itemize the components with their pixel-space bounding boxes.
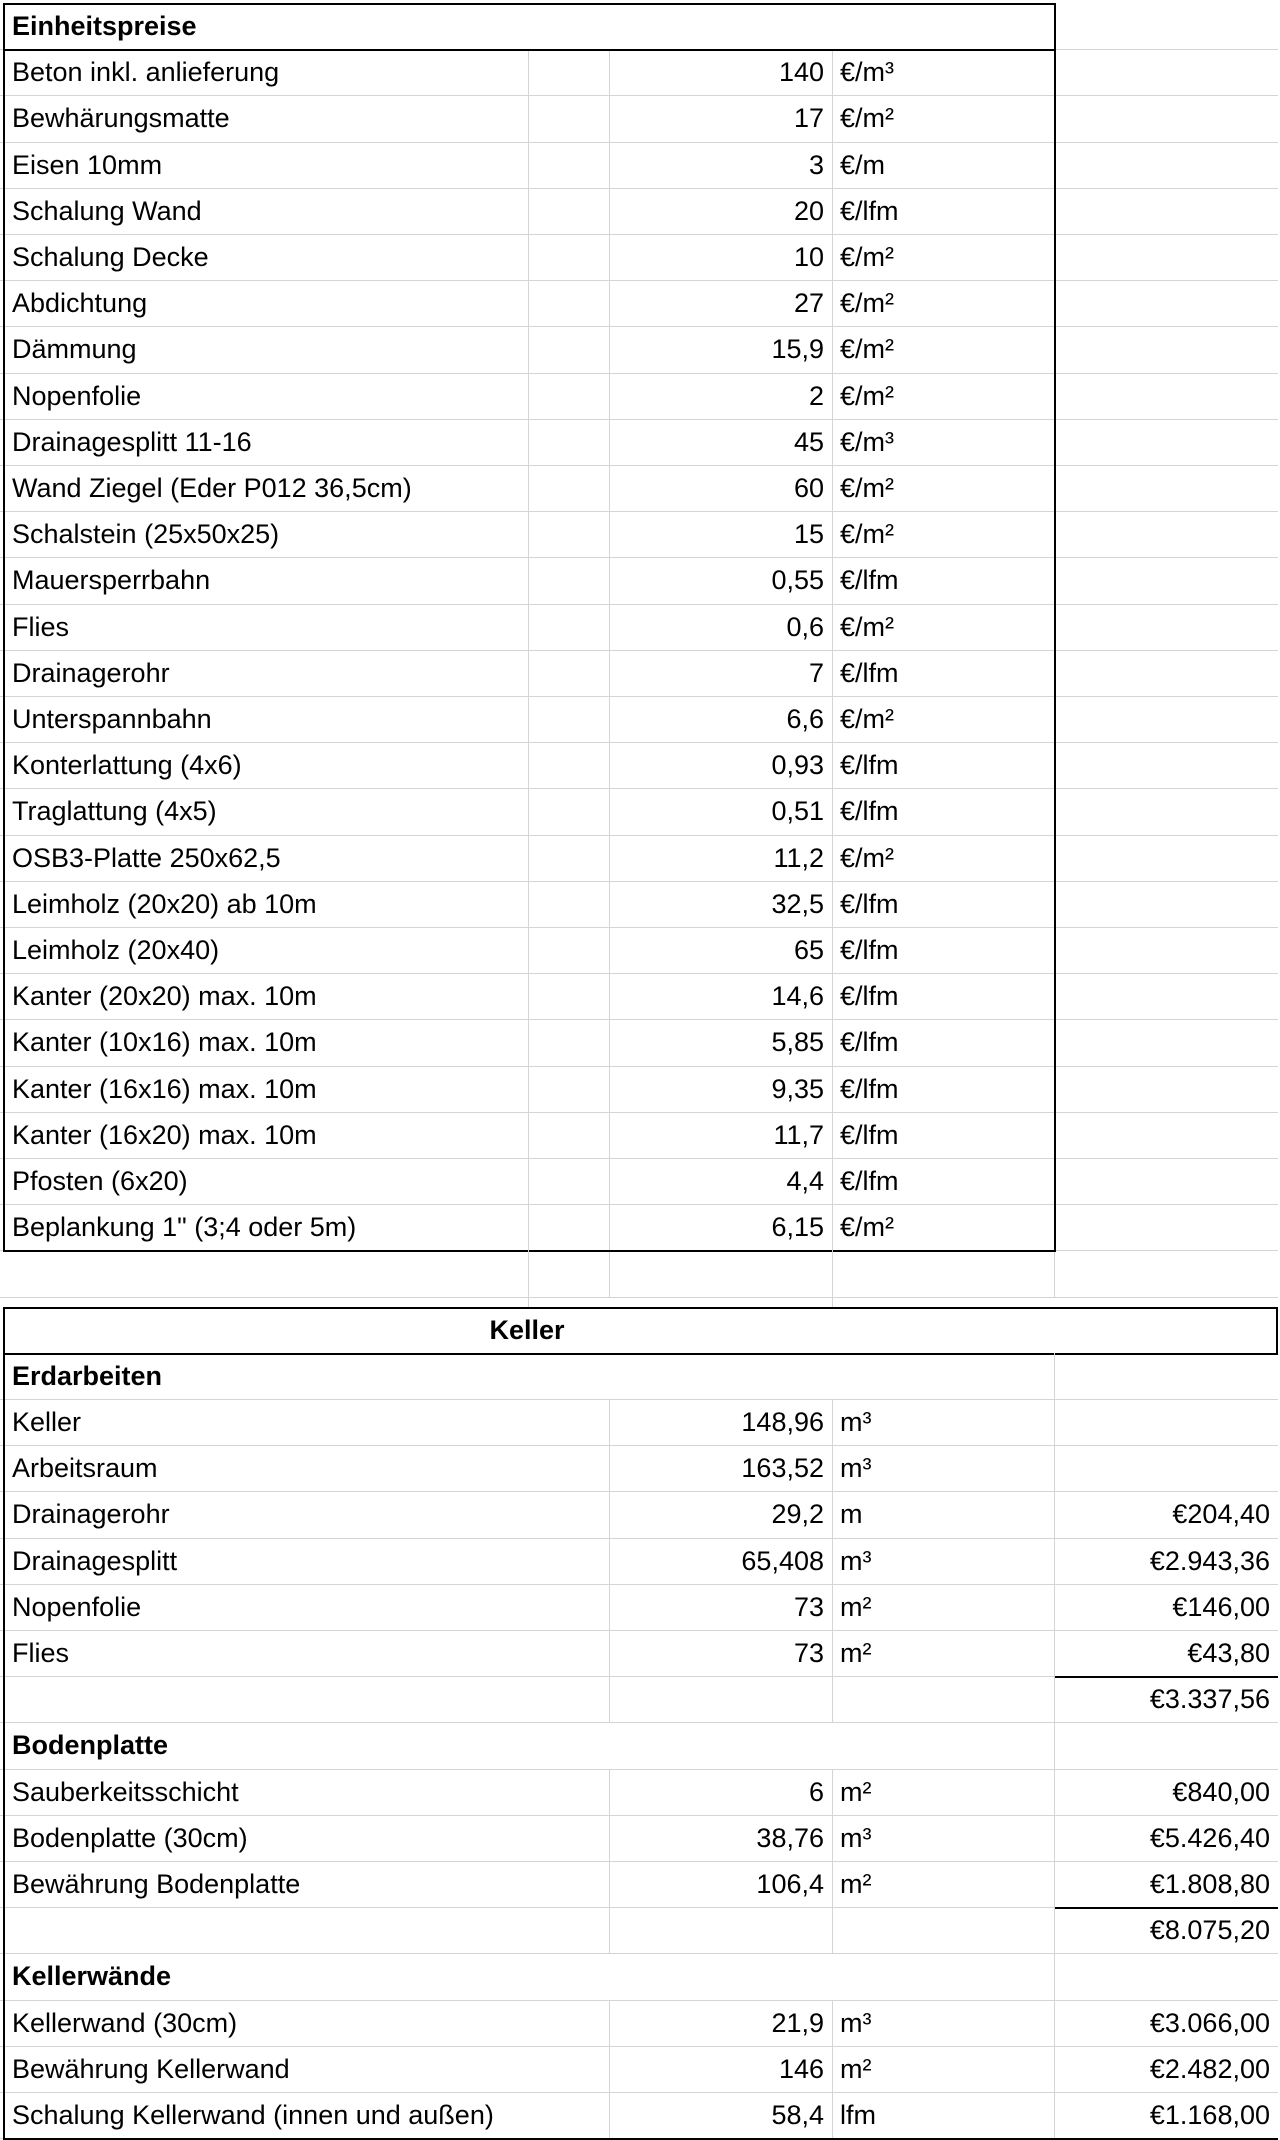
line-item-quantity: 146	[778, 2053, 824, 2084]
line-item-name: Nopenfolie	[12, 1591, 142, 1622]
price-item-value: 10	[793, 242, 824, 272]
price-item-unit: €/lfm	[840, 565, 899, 596]
line-item-unit: m²	[840, 1869, 872, 1899]
section-subtotal: €3.337,56	[1149, 1684, 1270, 1715]
price-item-unit: €/lfm	[840, 796, 899, 827]
table-title: Keller	[489, 1314, 565, 1345]
price-item-value: 6,15	[771, 1212, 824, 1243]
grid-line	[832, 1861, 833, 1907]
grid-line	[832, 1676, 833, 1722]
price-item-unit: €/lfm	[840, 935, 899, 965]
price-item-name: Traglattung (4x5)	[12, 796, 217, 827]
price-item-name: Kanter (10x16) max. 10m	[12, 1027, 317, 1058]
section-subtotal: €8.075,20	[1149, 1915, 1270, 1946]
price-item-name: Schalung Decke	[12, 242, 209, 272]
line-item-quantity: 65,408	[741, 1545, 824, 1576]
line-item-quantity: 29,2	[771, 1499, 824, 1530]
price-item-name: Leimholz (20x40)	[12, 935, 220, 965]
line-item-unit: m	[840, 1499, 863, 1530]
line-item-name: Bodenplatte (30cm)	[12, 1822, 248, 1853]
price-item-name: Schalstein (25x50x25)	[12, 519, 280, 550]
line-item-quantity: 148,96	[741, 1407, 824, 1437]
price-item-unit: €/m²	[840, 242, 894, 272]
line-item-total: €146,00	[1172, 1591, 1270, 1622]
price-item-name: Eisen 10mm	[12, 149, 163, 180]
grid-line	[1054, 1353, 1055, 2138]
price-item-value: 17	[793, 103, 824, 134]
line-item-unit: m²	[840, 1638, 872, 1668]
price-item-value: 60	[793, 473, 824, 503]
price-item-name: Pfosten (6x20)	[12, 1166, 188, 1196]
price-item-unit: €/m²	[840, 288, 894, 319]
price-item-unit: €/m³	[840, 57, 894, 88]
price-item-unit: €/lfm	[840, 888, 899, 919]
price-item-unit: €/lfm	[840, 1073, 899, 1104]
price-item-unit: €/lfm	[840, 195, 899, 226]
price-item-unit: €/lfm	[840, 1027, 899, 1058]
price-item-value: 45	[793, 426, 824, 457]
line-item-unit: m³	[840, 2007, 872, 2038]
line-item-quantity: 6	[808, 1776, 824, 1807]
line-item-total: €2.482,00	[1149, 2053, 1270, 2084]
price-item-value: 0,6	[786, 611, 824, 642]
line-item-name: Flies	[12, 1638, 70, 1668]
grid-line	[832, 49, 833, 1296]
price-item-name: Bewhärungsmatte	[12, 103, 230, 134]
price-item-name: Mauersperrbahn	[12, 565, 211, 596]
line-item-name: Schalung Kellerwand (innen und außen)	[12, 2100, 494, 2130]
price-item-unit: €/lfm	[840, 750, 899, 781]
price-item-value: 20	[793, 195, 824, 226]
price-item-value: 15	[793, 519, 824, 550]
grid-line	[832, 1250, 833, 1306]
table-border	[1054, 3, 1056, 1252]
price-item-unit: €/m²	[840, 611, 894, 642]
line-item-quantity: 163,52	[741, 1453, 824, 1484]
price-item-name: Beton inkl. anlieferung	[12, 57, 280, 88]
price-item-unit: €/m²	[840, 380, 894, 411]
price-item-value: 0,55	[771, 565, 824, 596]
price-item-unit: €/m	[840, 149, 886, 180]
price-item-value: 9,35	[771, 1073, 824, 1104]
price-item-value: 15,9	[771, 334, 824, 365]
line-item-unit: m³	[840, 1453, 872, 1484]
line-item-quantity: 38,76	[756, 1822, 824, 1853]
price-item-unit: €/m³	[840, 426, 894, 457]
grid-line	[528, 49, 529, 1296]
price-item-name: Abdichtung	[12, 288, 148, 319]
price-item-name: Dämmung	[12, 334, 137, 365]
line-item-unit: m²	[840, 1591, 872, 1622]
price-item-name: Drainagesplitt 11-16	[12, 426, 252, 457]
line-item-name: Kellerwand (30cm)	[12, 2007, 238, 2038]
grid-line	[832, 1630, 833, 1676]
price-item-value: 7	[808, 657, 824, 688]
section-heading: Bodenplatte	[12, 1730, 169, 1761]
grid-line	[832, 1907, 833, 1953]
price-item-value: 6,6	[786, 704, 824, 734]
line-item-quantity: 73	[793, 1591, 824, 1622]
price-item-name: Kanter (16x20) max. 10m	[12, 1119, 317, 1150]
price-item-value: 11,7	[773, 1119, 824, 1150]
price-item-name: Unterspannbahn	[12, 704, 212, 734]
line-item-total: €1.808,80	[1149, 1869, 1270, 1899]
line-item-total	[1054, 1445, 1270, 1491]
line-item-unit: m²	[840, 1776, 872, 1807]
price-item-unit: €/m²	[840, 473, 894, 503]
line-item-quantity: 73	[793, 1638, 824, 1668]
price-item-value: 0,51	[771, 796, 824, 827]
grid-line	[832, 1815, 833, 1861]
grid-line	[832, 2046, 833, 2092]
price-item-value: 140	[778, 57, 824, 88]
price-item-unit: €/lfm	[840, 981, 899, 1012]
price-item-value: 32,5	[771, 888, 824, 919]
grid-line	[0, 1297, 1278, 1298]
price-item-unit: €/m²	[840, 842, 894, 873]
price-item-name: Flies	[12, 611, 70, 642]
line-item-unit: m³	[840, 1545, 872, 1576]
price-item-name: Drainagerohr	[12, 657, 170, 688]
section-heading: Kellerwände	[12, 1961, 172, 1992]
table-border	[3, 3, 5, 1250]
grid-line	[832, 2092, 833, 2138]
price-item-value: 4,4	[786, 1166, 824, 1196]
line-item-total: €840,00	[1172, 1776, 1270, 1807]
grid-line	[609, 1907, 610, 1953]
line-item-total: €3.066,00	[1149, 2007, 1270, 2038]
table-border	[1276, 1307, 1278, 1355]
line-item-name: Bewährung Bodenplatte	[12, 1869, 301, 1899]
price-item-value: 3	[808, 149, 824, 180]
price-item-name: Kanter (16x16) max. 10m	[12, 1073, 317, 1104]
price-item-unit: €/m²	[840, 1212, 894, 1243]
price-item-name: Leimholz (20x20) ab 10m	[12, 888, 317, 919]
price-item-name: Schalung Wand	[12, 195, 202, 226]
grid-line	[832, 1538, 833, 1584]
line-item-total: €5.426,40	[1149, 1822, 1270, 1853]
grid-line	[528, 1250, 529, 1306]
price-item-value: 0,93	[771, 750, 824, 781]
line-item-name: Arbeitsraum	[12, 1453, 158, 1484]
price-item-unit: €/m²	[840, 519, 894, 550]
price-item-value: 2	[808, 380, 824, 411]
price-item-value: 14,6	[771, 981, 824, 1012]
line-item-total	[1054, 1399, 1270, 1445]
line-item-total: €2.943,36	[1149, 1545, 1270, 1576]
table-border	[3, 1307, 5, 2139]
price-item-unit: €/m²	[840, 704, 894, 734]
price-item-value: 5,85	[771, 1027, 824, 1058]
line-item-total: €204,40	[1172, 1499, 1270, 1530]
price-item-name: Kanter (20x20) max. 10m	[12, 981, 317, 1012]
price-item-name: Nopenfolie	[12, 380, 142, 411]
grid-line	[832, 1584, 833, 1630]
line-item-name: Drainagesplitt	[12, 1545, 178, 1576]
price-item-value: 65	[793, 935, 824, 965]
price-item-name: OSB3-Platte 250x62,5	[12, 842, 281, 873]
price-item-unit: €/lfm	[840, 1166, 899, 1196]
grid-line	[832, 1491, 833, 1537]
price-item-value: 11,2	[773, 842, 824, 873]
line-item-unit: m²	[840, 2053, 872, 2084]
line-item-name: Bewährung Kellerwand	[12, 2053, 290, 2084]
line-item-name: Drainagerohr	[12, 1499, 170, 1530]
grid-line	[609, 1676, 610, 1722]
price-item-unit: €/lfm	[840, 1119, 899, 1150]
line-item-quantity: 58,4	[771, 2100, 824, 2130]
line-item-unit: m³	[840, 1407, 872, 1437]
price-item-unit: €/m²	[840, 103, 894, 134]
section-heading: Erdarbeiten	[12, 1360, 163, 1391]
grid-line	[832, 1399, 833, 1445]
price-item-unit: €/m²	[840, 334, 894, 365]
line-item-unit: lfm	[840, 2100, 876, 2130]
grid-line	[832, 1445, 833, 1491]
price-item-unit: €/lfm	[840, 657, 899, 688]
price-item-value: 27	[793, 288, 824, 319]
line-item-name: Keller	[12, 1407, 82, 1437]
grid-line	[832, 1769, 833, 1815]
section-title: Einheitspreise	[12, 11, 197, 41]
line-item-quantity: 21,9	[771, 2007, 824, 2038]
price-item-name: Beplankung 1" (3;4 oder 5m)	[12, 1212, 357, 1243]
line-item-total: €1.168,00	[1149, 2100, 1270, 2130]
price-item-name: Wand Ziegel (Eder P012 36,5cm)	[12, 473, 412, 503]
line-item-unit: m³	[840, 1822, 872, 1853]
grid-line	[832, 2000, 833, 2046]
line-item-total: €43,80	[1187, 1638, 1270, 1668]
price-item-name: Konterlattung (4x6)	[12, 750, 242, 781]
line-item-quantity: 106,4	[756, 1869, 824, 1899]
line-item-name: Sauberkeitsschicht	[12, 1776, 239, 1807]
